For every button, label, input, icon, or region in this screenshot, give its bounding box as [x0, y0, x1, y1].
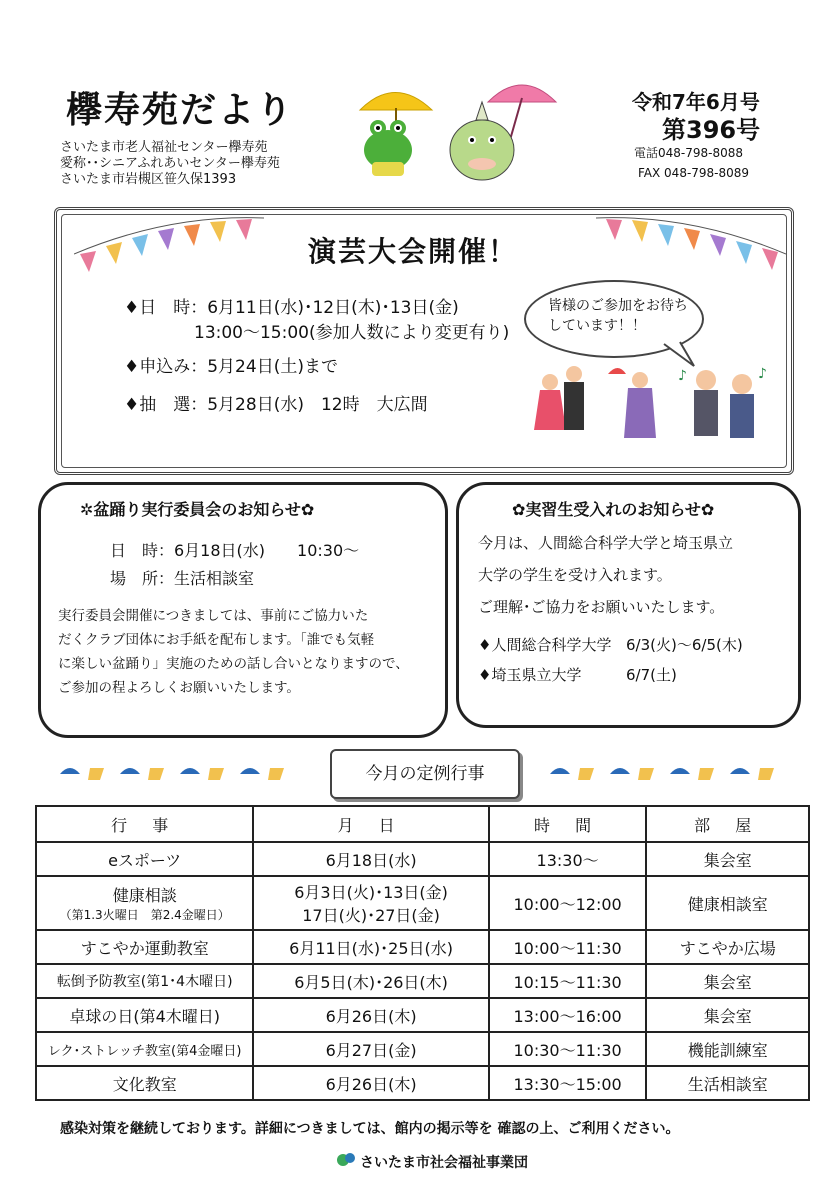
- date-cell: 6月26日(木): [253, 998, 488, 1032]
- intern-body-2: 大学の学生を受け入れます。: [478, 566, 672, 584]
- umbrella-strip-right: [548, 760, 798, 784]
- event-lottery-line: ♦抽 選：5月28日(水) 12時 大広間: [124, 395, 428, 415]
- room-cell: 機能訓練室: [646, 1032, 809, 1066]
- intern-schedule-date-1: 6/3(火)～6/5(木): [626, 636, 743, 654]
- time-cell: 10:30～11:30: [489, 1032, 647, 1066]
- bunting-left: [74, 214, 264, 274]
- room-cell: 健康相談室: [646, 876, 809, 930]
- date-line-2: 17日(火)･27日(金): [302, 906, 440, 925]
- umbrella-strip-left: [58, 760, 308, 784]
- time-cell: 13:00～16:00: [489, 998, 647, 1032]
- event-date-line: ♦日 時：6月11日(水)･12日(木)･13日(金): [124, 298, 459, 318]
- address-line-3: さいたま市岩槻区笹久保1393: [60, 172, 237, 187]
- organization-name: さいたま市社会福祉事業団: [360, 1155, 528, 1171]
- date-cell: [253, 876, 488, 930]
- schedule-table: [35, 805, 810, 1101]
- table-row: [36, 930, 809, 964]
- bon-odori-body-1: 実行委員会開催につきましては、事前にご協力いた: [58, 608, 369, 624]
- time-cell: 10:00～12:00: [489, 876, 647, 930]
- intern-schedule-name-1: ♦人間総合科学大学: [478, 636, 612, 654]
- table-row: [36, 1032, 809, 1066]
- intern-body-3: ご理解･ご協力をお願いいたします。: [478, 598, 725, 616]
- table-row: [36, 876, 809, 930]
- date-cell: 6月5日(木)･26日(木): [253, 964, 488, 998]
- issue-number: 第396号: [662, 116, 761, 144]
- table-row: [36, 998, 809, 1032]
- column-header-room: 部 屋: [646, 806, 809, 842]
- intern-body-1: 今月は、人間総合科学大学と埼玉県立: [478, 534, 734, 552]
- table-header-row: [36, 806, 809, 842]
- bon-odori-place: 場 所：生活相談室: [110, 569, 255, 588]
- time-cell: 13:30～15:00: [489, 1066, 647, 1100]
- table-row: [36, 964, 809, 998]
- date-cell: 6月27日(金): [253, 1032, 488, 1066]
- column-header-date: 月 日: [253, 806, 488, 842]
- room-cell: すこやか広場: [646, 930, 809, 964]
- event-cell: 卓球の日(第4木曜日): [36, 998, 253, 1032]
- event-cell: レク･ストレッチ教室(第4金曜日): [36, 1032, 253, 1066]
- table-row: [36, 1066, 809, 1100]
- bon-odori-date: 日 時：6月18日(水) 10:30～: [110, 541, 360, 560]
- time-cell: 13:30～: [489, 842, 647, 876]
- dancer-illustration: [608, 368, 656, 438]
- date-line-1: 6月3日(火)･13日(金): [294, 883, 448, 902]
- room-cell: 生活相談室: [646, 1066, 809, 1100]
- bunting-right: [596, 214, 786, 274]
- event-cell: 転倒予防教室(第1･4木曜日): [36, 964, 253, 998]
- intern-schedule-date-2: 6/7(土): [626, 666, 677, 684]
- date-cell: 6月26日(木): [253, 1066, 488, 1100]
- phone-line: [634, 144, 743, 161]
- intern-schedule-name-2: ♦埼玉県立大学: [478, 666, 582, 684]
- frog-rhino-umbrella-illustration: [350, 80, 560, 190]
- phone-number: 048-798-8088: [658, 146, 744, 160]
- frog-illustration: [360, 93, 432, 177]
- fax-line: FAX 048-798-8089: [638, 166, 750, 180]
- performers-illustration: [520, 360, 770, 450]
- event-cell: 文化教室: [36, 1066, 253, 1100]
- bon-odori-body-3: に楽しい盆踊り」実施のための話し合いとなりますので、: [58, 656, 409, 672]
- event-subtitle: （第1.3火曜日 第2.4金曜日）: [59, 908, 230, 922]
- bubble-text: 皆様のご参加をお待ちしています！！: [548, 298, 688, 334]
- address-line-1: さいたま市老人福祉センター欅寿苑: [60, 140, 268, 155]
- table-row: [36, 842, 809, 876]
- event-cell: すこやか運動教室: [36, 930, 253, 964]
- event-name: 健康相談: [112, 886, 177, 905]
- newsletter-title: 欅寿苑だより: [66, 90, 295, 131]
- column-header-event: 行 事: [36, 806, 253, 842]
- bon-odori-body-2: だくクラブ団体にお手紙を配布します。「誰でも気軽: [58, 632, 375, 648]
- phone-label: 電話: [634, 146, 659, 160]
- issue-month: 令和7年6月号: [632, 90, 760, 114]
- event-cell: [36, 876, 253, 930]
- event-cell: eスポーツ: [36, 842, 253, 876]
- infection-control-note: 感染対策を継続しております。詳細につきましては、館内の掲示等を 確認の上、ご利用ください。: [60, 1121, 680, 1137]
- rhino-illustration: [450, 85, 556, 180]
- address-line-2: 愛称･･シニアふれあいセンター欅寿苑: [60, 156, 280, 171]
- intern-title: ✿実習生受入れのお知らせ✿: [512, 500, 715, 519]
- date-cell: 6月18日(水): [253, 842, 488, 876]
- column-header-time: 時 間: [489, 806, 647, 842]
- bon-odori-title: ✲盆踊り実行委員会のお知らせ✿: [80, 500, 315, 519]
- time-cell: 10:00～11:30: [489, 930, 647, 964]
- singers-illustration: [678, 366, 767, 438]
- room-cell: 集会室: [646, 964, 809, 998]
- svg-text:♪: ♪: [678, 368, 687, 384]
- event-apply-line: ♦申込み：5月24日(土)まで: [124, 357, 338, 377]
- bon-odori-body-4: ご参加の程よろしくお願いいたします。: [58, 680, 300, 696]
- event-time-line: 13:00～15:00(参加人数により変更有り): [194, 323, 510, 343]
- org-logo-icon: [336, 1150, 356, 1170]
- room-cell: 集会室: [646, 842, 809, 876]
- time-cell: 10:15～11:30: [489, 964, 647, 998]
- event-title: 演芸大会開催！: [308, 235, 519, 268]
- date-cell: 6月11日(水)･25日(水): [253, 930, 488, 964]
- schedule-heading: 今月の定例行事: [330, 749, 520, 799]
- dancing-couple-illustration: [534, 366, 584, 430]
- room-cell: 集会室: [646, 998, 809, 1032]
- svg-text:♪: ♪: [758, 366, 767, 382]
